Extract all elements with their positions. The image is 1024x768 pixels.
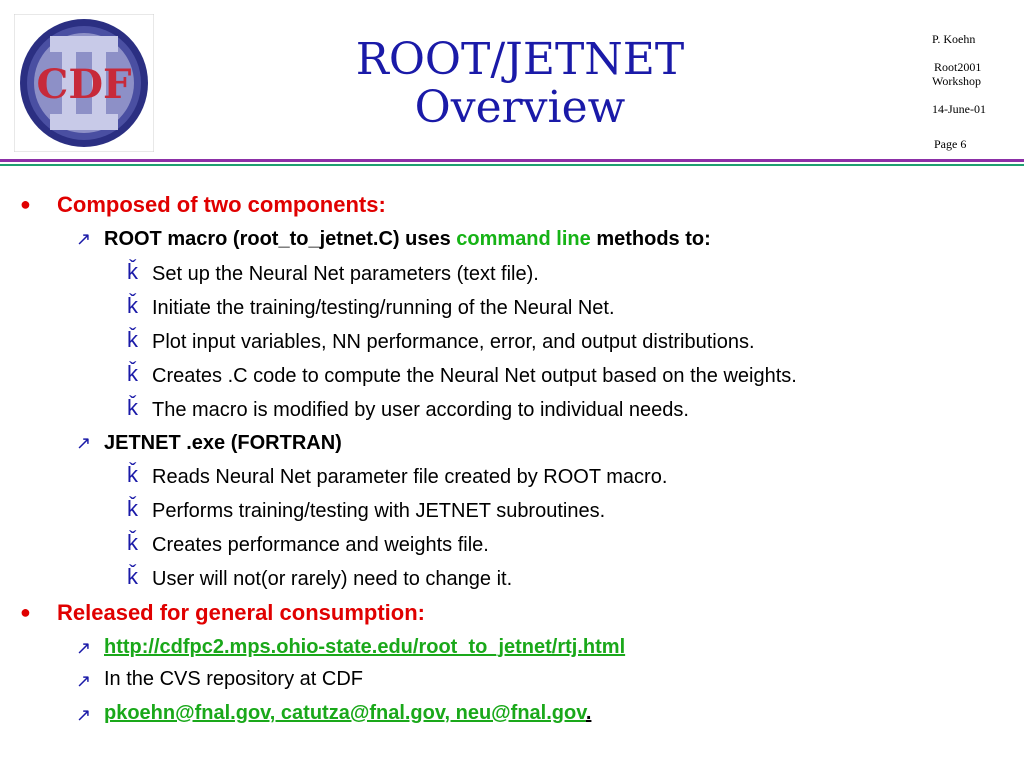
email-links[interactable]: pkoehn@fnal.gov, catutza@fnal.gov, neu@fnal.gov xyxy=(104,702,586,724)
event-line-1: Root2001 xyxy=(934,60,982,74)
list-item: Plot input variables, NN performance, error, and output distributions. xyxy=(152,331,755,353)
rtj-link[interactable]: http://cdfpc2.mps.ohio-state.edu/root_to_jetnet/rtj.html xyxy=(104,636,626,658)
list-item: Set up the Neural Net parameters (text file). xyxy=(152,263,539,285)
check-bullet-icon: ǩ xyxy=(127,496,138,521)
arrow-bullet-icon: ↗ xyxy=(76,638,92,658)
root-macro-prefix: ROOT macro (root_to_jetnet.C) uses xyxy=(104,228,457,250)
logo-text: CDF xyxy=(36,61,132,108)
event-line-2: Workshop xyxy=(932,74,982,88)
email-line xyxy=(104,702,591,725)
title-line-2: Overview xyxy=(414,82,626,133)
bullet-dot-icon: ● xyxy=(20,194,31,214)
list-item: Creates performance and weights file. xyxy=(152,534,489,556)
check-bullet-icon: ǩ xyxy=(127,361,138,386)
check-bullet-icon: ǩ xyxy=(127,259,138,284)
sub-heading-root-macro xyxy=(104,228,711,251)
title-line-1: ROOT/JETNET xyxy=(355,34,685,85)
list-item: Initiate the training/testing/running of the Neural Net. xyxy=(152,297,615,319)
cvs-text: In the CVS repository at CDF xyxy=(104,668,363,690)
arrow-bullet-icon: ↗ xyxy=(76,705,92,725)
check-bullet-icon: ǩ xyxy=(127,530,138,555)
bullet-dot-icon: ● xyxy=(20,602,31,622)
check-bullet-icon: ǩ xyxy=(127,564,138,589)
sub-heading-jetnet: JETNET .exe (FORTRAN) xyxy=(104,432,342,454)
list-item: Creates .C code to compute the Neural Net output based on the weights. xyxy=(152,365,797,387)
email-period: . xyxy=(585,702,592,724)
author: P. Koehn xyxy=(932,32,976,46)
date: 14-June-01 xyxy=(932,102,986,116)
list-item: Reads Neural Net parameter file created by ROOT macro. xyxy=(152,466,668,488)
check-bullet-icon: ǩ xyxy=(127,395,138,420)
page-number: Page 6 xyxy=(934,137,967,151)
command-line-highlight: command line xyxy=(456,228,591,250)
check-bullet-icon: ǩ xyxy=(127,462,138,487)
section-heading-components: Composed of two components: xyxy=(57,192,386,217)
list-item: The macro is modified by user according to individual needs. xyxy=(152,399,689,421)
arrow-bullet-icon: ↗ xyxy=(76,229,92,249)
list-item: User will not(or rarely) need to change it. xyxy=(152,568,513,590)
arrow-bullet-icon: ↗ xyxy=(76,433,92,453)
section-heading-released: Released for general consumption: xyxy=(57,600,425,625)
list-item: Performs training/testing with JETNET subroutines. xyxy=(152,500,606,522)
root-macro-suffix: methods to: xyxy=(590,228,711,250)
check-bullet-icon: ǩ xyxy=(127,293,138,318)
check-bullet-icon: ǩ xyxy=(127,327,138,352)
arrow-bullet-icon: ↗ xyxy=(76,671,92,691)
